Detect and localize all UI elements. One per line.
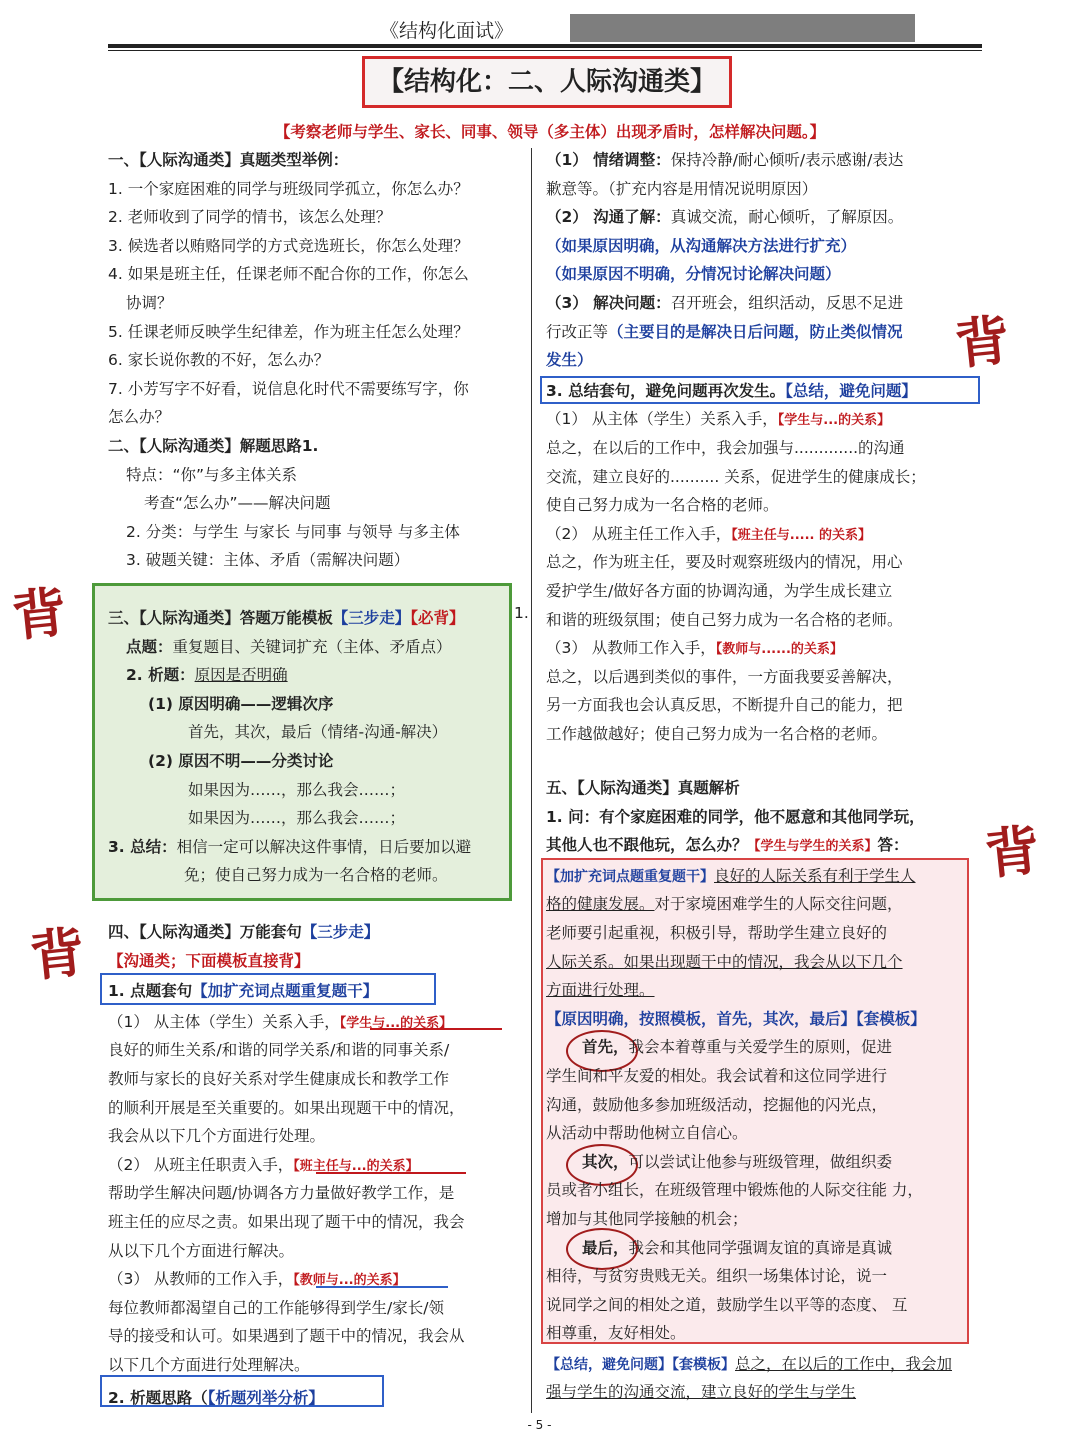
label: （1） 情绪调整： <box>546 151 671 169</box>
text: 对于家境困难学生的人际交往问题， <box>654 895 903 914</box>
list-item: 4. 如果是班主任，任课老师不配合你的工作，你怎么 <box>108 265 469 284</box>
label: （3） 解决问题： <box>546 293 671 312</box>
relation-tag: 【学生与...的关系】 <box>339 1015 453 1031</box>
text: (1) 原因明确——逻辑次序 <box>148 694 334 713</box>
section-heading: 五、【人际沟通类】真题解析 <box>546 779 740 797</box>
text: 格的健康发展。 <box>546 895 655 914</box>
text: 和谐的班级氛围；使自己努力成为一名合格的老师。 <box>546 610 903 629</box>
step-tag: 【加扩充词点题重复题干】 <box>546 868 714 885</box>
list-item: 协调？ <box>126 293 173 312</box>
list-number: 1. <box>514 604 529 622</box>
text: 我会和其他同学强调友谊的真谛是真诚 <box>628 1238 893 1257</box>
text: 保持冷静/耐心倾听/表示感谢/表达 <box>670 151 904 169</box>
step-tag: 【原因明确，按照模板，首先，其次，最后】 <box>546 1009 857 1028</box>
text: 以下几个方面进行处理解决。 <box>108 1355 310 1374</box>
text: 我会本着尊重与关爱学生的原则，促进 <box>628 1038 893 1057</box>
note: （如果原因明确，从沟通解决方法进行扩充） <box>546 236 857 255</box>
text: 交流，建立良好的.......... 关系，促进学生的健康成长； <box>546 467 926 486</box>
section-heading: 二、【人际沟通类】解题思路1. <box>108 436 319 455</box>
text: 员或者小组长，在班级管理中锻炼他的人际交往能 力， <box>546 1181 923 1200</box>
step-tag: 【套模板】 <box>672 1356 735 1373</box>
text: 总之，在以后的工作中，我会加 <box>735 1354 953 1373</box>
text: 如果因为……，那么我会……； <box>188 809 406 828</box>
text: 召开班会，组织活动，反思不足进 <box>670 293 904 312</box>
list-item: 7. 小芳写字不好看，说信息化时代不需要练写字，你 <box>108 379 469 398</box>
text: 相待，与贫穷贵贱无关。组织一场集体讨论，说一 <box>546 1267 888 1286</box>
header-rule-thin <box>108 50 982 51</box>
relation-tag: 【学生与学生的关系】 <box>747 839 878 855</box>
note: 发生） <box>546 351 593 370</box>
text: （1） 从主体（学生）关系入手， <box>546 410 778 429</box>
list-item: 5. 任课老师反映学生纪律差，作为班主任怎么处理？ <box>108 322 469 341</box>
text: 另一方面我也会认真反思，不断提升自己的能力，把 <box>546 696 903 715</box>
step-tag: 【套模板】 <box>856 1009 926 1028</box>
text: 可以尝试让他参与班级管理，做组织委 <box>628 1152 893 1171</box>
relation-tag: 【教师与...的关系】 <box>293 1273 406 1289</box>
step-tag: 【析题列举分析】 <box>207 1388 324 1407</box>
label: 首先， <box>582 1038 629 1057</box>
handwritten-bei-mark: 背 <box>27 919 88 989</box>
text: 总之，以后遇到类似的事件，一方面我要妥善解决， <box>546 667 903 686</box>
list-item: 3. 破题关键：主体、矛盾（需解决问题） <box>126 551 410 570</box>
text: 良好的师生关系/和谐的同学关系/和谐的同事关系/ <box>108 1041 450 1060</box>
text: （3） 从教师工作入手， <box>546 639 716 658</box>
page-number: - 5 - <box>527 1418 552 1432</box>
sentences-section <box>108 918 526 1412</box>
text: 如果出现题干中的情况，我会从以下几个 <box>623 952 903 971</box>
text: 免；使自己努力成为一名合格的老师。 <box>184 866 448 885</box>
section-heading: 三、【人际沟通类】答题万能模板 <box>108 609 333 627</box>
list-item: 2. 分类：与学生 与家长 与同事 与领导 与多主体 <box>126 522 460 541</box>
list-item: 6. 家长说你教的不好，怎么办？ <box>108 351 330 370</box>
label: 2. 析题： <box>126 666 195 685</box>
text: 总之，在以后的工作中，我会加强与.............的沟通 <box>546 438 905 457</box>
text: 强与学生的沟通交流， <box>546 1383 702 1402</box>
analysis-section <box>546 774 974 1407</box>
text: 建立良好的学生与学生 <box>701 1383 857 1402</box>
text: 方面进行处理。 <box>546 981 655 1000</box>
template-section <box>108 604 516 890</box>
handwritten-bei-mark: 背 <box>9 579 70 649</box>
text: 的顺利开展是至关重要的。如果出现题干中的情况， <box>108 1098 465 1117</box>
section-subtitle: 【考察老师与学生、家长、同事、领导（多主体）出现矛盾时，怎样解决问题。】 <box>274 123 826 141</box>
must-memorize-tag: 【必背】 <box>410 609 465 627</box>
text: 班主任的应尽之责。如果出现了题干中的情况，我会 <box>108 1212 465 1231</box>
text: （2） 从班主任工作入手， <box>546 524 732 543</box>
text: 学生间和平友爱的相处。我会试着和这位同学进行 <box>546 1066 888 1085</box>
text: 从活动中帮助他树立自信心。 <box>546 1124 748 1143</box>
text: (2) 原因不明——分类讨论 <box>148 751 334 770</box>
note: （主要目的是解决日后问题，防止类似情况 <box>608 322 903 341</box>
text: 总之，作为班主任，要及时观察班级内的情况，用心 <box>546 553 903 572</box>
text: （2） 从班主任职责入手， <box>108 1155 294 1174</box>
memorize-note: 【沟通类；下面模板直接背】 <box>108 951 310 970</box>
relation-tag: 【班主任与...的关系】 <box>293 1158 419 1174</box>
list-item: 特点：“你”与多主体关系 <box>126 465 298 484</box>
text: 使自己努力成为一名合格的老师。 <box>546 496 779 515</box>
list-item: 怎么办？ <box>108 408 171 427</box>
text: 歉意等。（扩充内容是用情况说明原因） <box>546 179 818 198</box>
question-text: 1. 问：有个家庭困难的同学，他不愿意和其他同学玩， <box>546 807 925 826</box>
step-label: 2. 析题思路（ <box>108 1388 208 1407</box>
header-rule <box>108 44 982 48</box>
list-item: 考查“怎么办”——解决问题 <box>144 494 331 513</box>
label: 点题： <box>126 637 173 656</box>
right-column <box>546 146 968 748</box>
label: （2） 沟通了解： <box>546 208 671 227</box>
text: 导的接受和认可。如果遇到了题干中的情况，我会从 <box>108 1327 465 1346</box>
question-text: 其他人也不跟他玩，怎么办？ <box>546 836 748 855</box>
text: 原因是否明确 <box>194 666 288 685</box>
three-steps-tag: 【三步走】 <box>332 609 411 627</box>
text: （3） 从教师的工作入手， <box>108 1270 294 1289</box>
list-item: 3. 候选者以贿赂同学的方式竞选班长，你怎么处理？ <box>108 236 469 255</box>
document-header-title: 《结构化面试》 <box>380 20 514 42</box>
text: 人际关系。 <box>546 952 624 971</box>
left-column <box>108 146 526 575</box>
text: 老师要引起重视，积极引导，帮助学生建立良好的 <box>546 923 888 942</box>
relation-tag: 【学生与...的关系】 <box>777 413 891 429</box>
step-tag: 【总结，避免问题】 <box>546 1356 672 1373</box>
text: 从以下几个方面进行解决。 <box>108 1241 295 1260</box>
text: 首先，其次，最后（情绪-沟通-解决） <box>188 723 448 742</box>
handwritten-bei-mark: 背 <box>952 307 1013 377</box>
text: 工作越做越好；使自己努力成为一名合格的老师。 <box>546 724 888 743</box>
relation-tag: 【班主任与..... 的关系】 <box>731 527 872 543</box>
text: 良好的人际关系有利于学生人 <box>714 866 916 885</box>
label: 其次， <box>582 1152 629 1171</box>
label: 最后， <box>582 1238 629 1257</box>
text: 如果因为……，那么我会……； <box>188 780 406 799</box>
text: 每位教师都渴望自己的工作能够得到学生/家长/领 <box>108 1298 444 1317</box>
step-tag: 【加扩充词点题重复题干】 <box>192 982 379 1001</box>
main-title: 【结构化：二、人际沟通类】 <box>362 56 732 108</box>
section-heading: 四、【人际沟通类】万能套句 <box>108 923 302 941</box>
column-divider <box>531 148 532 1413</box>
text: 增加与其他同学接触的机会； <box>546 1209 748 1228</box>
text: 我会从以下几个方面进行处理。 <box>108 1127 326 1146</box>
text: 爱护学生/做好各方面的协调沟通，为学生成长建立 <box>546 581 893 600</box>
header-redaction-bar <box>570 14 915 42</box>
relation-tag: 【教师与......的关系】 <box>715 642 843 658</box>
text: 重复题目、关键词扩充（主体、矛盾点） <box>172 637 452 656</box>
text: 说同学之间的相处之道，鼓励学生以平等的态度、 互 <box>546 1295 908 1314</box>
text: （1） 从主体（学生）关系入手， <box>108 1012 340 1031</box>
answer-label: 答： <box>877 836 909 855</box>
three-steps-tag: 【三步走】 <box>301 923 380 941</box>
list-item: 1. 一个家庭困难的同学与班级同学孤立，你怎么办？ <box>108 179 469 198</box>
step-label: 3. 总结套句，避免问题再次发生。 <box>546 381 786 400</box>
text: 帮助学生解决问题/协调各方力量做好教学工作，是 <box>108 1184 455 1203</box>
text: 相尊重，友好相处。 <box>546 1324 686 1343</box>
list-item: 2. 老师收到了同学的情书，该怎么处理？ <box>108 208 392 227</box>
label: 3. 总结： <box>108 837 177 856</box>
step-label: 1. 点题套句 <box>108 982 193 1001</box>
handwritten-bei-mark: 背 <box>982 817 1043 887</box>
text: 相信一定可以解决这件事情，日后要加以避 <box>176 837 472 856</box>
text: 真诚交流，耐心倾听，了解原因。 <box>670 208 904 227</box>
step-tag: 【总结，避免问题】 <box>785 381 917 400</box>
text: 教师与家长的良好关系对学生健康成长和教学工作 <box>108 1069 450 1088</box>
text: 行改正等 <box>546 322 609 341</box>
text: 沟通，鼓励他多参加班级活动，挖掘他的闪光点， <box>546 1095 888 1114</box>
note: （如果原因不明确，分情况讨论解决问题） <box>546 265 841 284</box>
section-heading: 一、【人际沟通类】真题类型举例： <box>108 151 349 169</box>
